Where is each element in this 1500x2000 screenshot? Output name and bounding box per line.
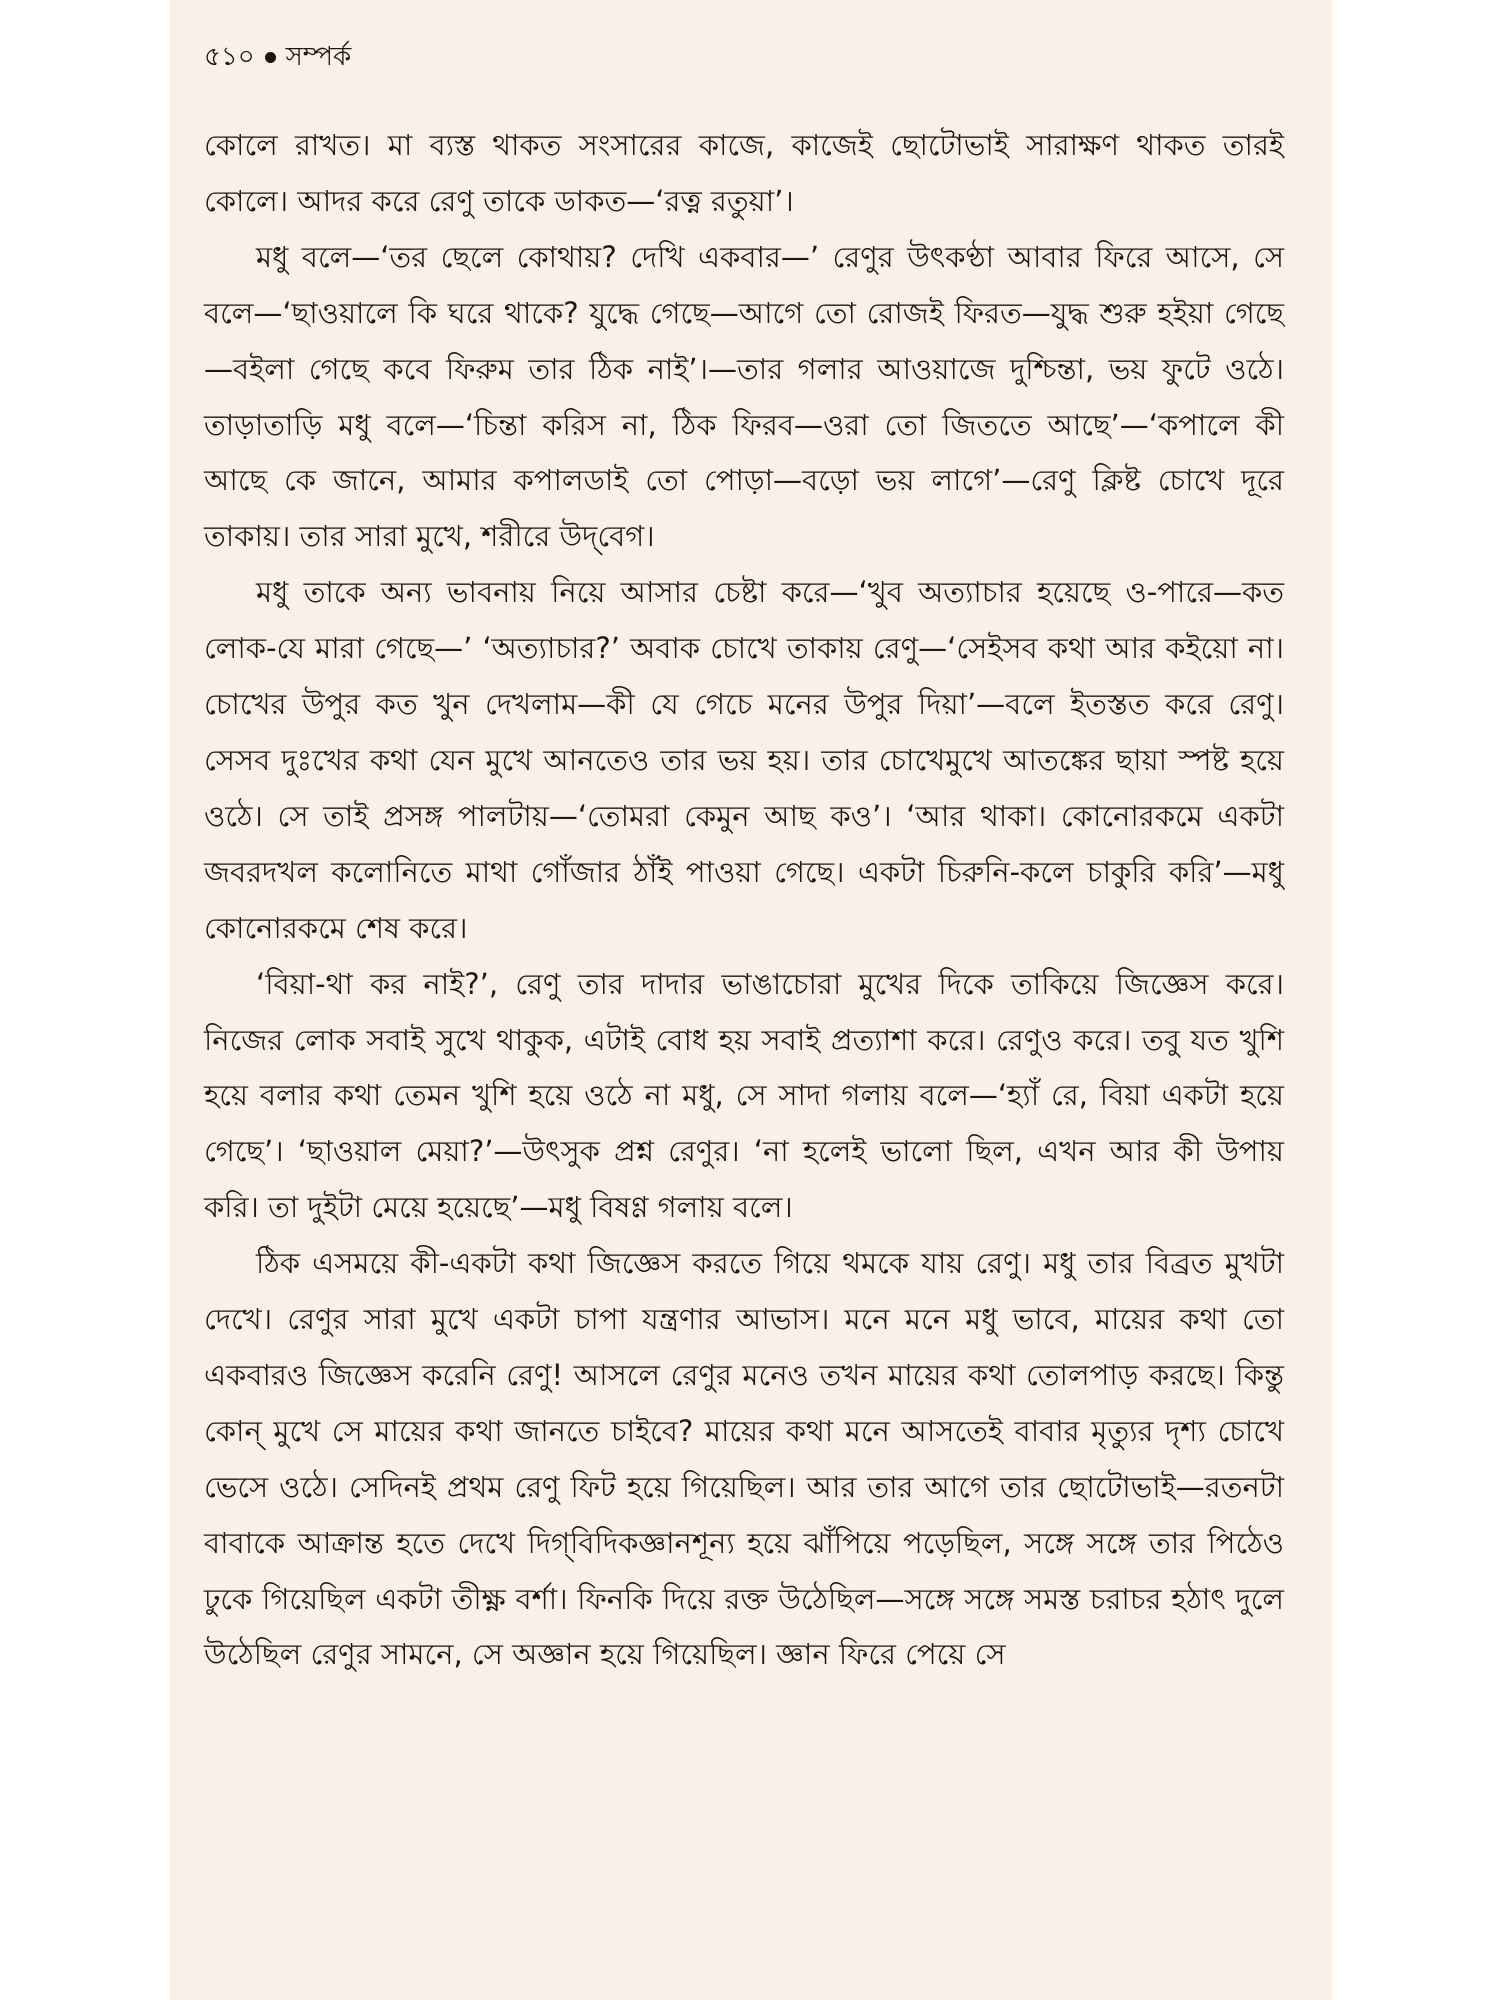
page-number: ৫১০ (204, 42, 255, 72)
book-title: সম্পর্ক (285, 42, 352, 72)
bullet-separator-icon (265, 52, 276, 63)
book-page (170, 0, 1332, 2000)
paragraph-5: ঠিক এসময়ে কী-একটা কথা জিজ্ঞেস করতে গিয়ে থমকে যায় রেণু। মধু তার বিব্রত মুখটা দেখে। রেণুর সারা মুখে একটা চাপা যন্ত্রণার আভাস। মনে মনে মধু ভাবে, মায়ের কথা তো একবারও জিজ্ঞেস করেনি রেণু! আসলে রেণুর মনেও তখন মায়ের কথা তোলপাড় করছে। কিন্তু কোন্ মুখে সে মায়ের কথা জানতে চাইবে? মায়ের কথা মনে আসতেই বাবার মৃত্যুর দৃশ্য চোখে ভেসে ওঠে। সেদিনই প্রথম রেণু ফিট হয়ে গিয়েছিল। আর তার আগে তার ছোটোভাই—রতনটা বাবাকে আক্রান্ত হতে দেখে দিগ্‌বিদিকজ্ঞানশূন্য হয়ে ঝাঁপিয়ে পড়েছিল, সঙ্গে সঙ্গে তার পিঠেও ঢুকে গিয়েছিল একটা তীক্ষ্ণ বর্শা। ফিনকি দিয়ে রক্ত উঠেছিল—সঙ্গে সঙ্গে সমস্ত চরাচর হঠাৎ দুলে উঠেছিল রেণুর সামনে, সে অজ্ঞান হয়ে গিয়েছিল। জ্ঞান ফিরে পেয়ে সে (204, 1246, 1284, 1672)
paragraph-1: কোলে রাখত। মা ব্যস্ত থাকত সংসারের কাজে, কাজেই ছোটোভাই সারাক্ষণ থাকত তারই কোলে। আদর করে রেণু তাকে ডাকত—‘রত্ন রতুয়া’। (204, 128, 1284, 218)
body-text (204, 118, 1284, 1683)
paragraph-2: মধু বলে—‘তর ছেলে কোথায়? দেখি একবার—’ রেণুর উৎকণ্ঠা আবার ফিরে আসে, সে বলে—‘ছাওয়ালে কি ঘরে থাকে? যুদ্ধে গেছে—আগে তো রোজই ফিরত—যুদ্ধ শুরু হইয়া গেছে—বইলা গেছে কবে ফিরুম তার ঠিক নাই’।—তার গলার আওয়াজে দুশ্চিন্তা, ভয় ফুটে ওঠে। তাড়াতাড়ি মধু বলে—‘চিন্তা করিস না, ঠিক ফিরব—ওরা তো জিততে আছে’—‘কপালে কী আছে কে জানে, আমার কপালডাই তো পোড়া—বড়ো ভয় লাগে’—রেণু ক্লিষ্ট চোখে দূরে তাকায়। তার সারা মুখে, শরীরে উদ্‌বেগ। (204, 239, 1284, 554)
running-head (204, 36, 351, 80)
paragraph-3: মধু তাকে অন্য ভাবনায় নিয়ে আসার চেষ্টা করে—‘খুব অত্যাচার হয়েছে ও-পারে—কত লোক-যে মারা গেছে—’ ‘অত্যাচার?’ অবাক চোখে তাকায় রেণু—‘সেইসব কথা আর কইয়ো না। চোখের উপুর কত খুন দেখলাম—কী যে গেচে মনের উপুর দিয়া’—বলে ইতস্তত করে রেণু। সেসব দুঃখের কথা যেন মুখে আনতেও তার ভয় হয়। তার চোখেমুখে আতঙ্কের ছায়া স্পষ্ট হয়ে ওঠে। সে তাই প্রসঙ্গ পালটায়—‘তোমরা কেমুন আছ কও’। ‘আর থাকা। কোনোরকমে একটা জবরদখল কলোনিতে মাথা গোঁজার ঠাঁই পাওয়া গেছে। একটা চিরুনি-কলে চাকুরি করি’—মধু কোনোরকমে শেষ করে। (204, 575, 1284, 945)
paragraph-4: ‘বিয়া-থা কর নাই?’, রেণু তার দাদার ভাঙাচোরা মুখের দিকে তাকিয়ে জিজ্ঞেস করে। নিজের লোক সবাই সুখে থাকুক, এটাই বোধ হয় সবাই প্রত্যাশা করে। রেণুও করে। তবু যত খুশি হয়ে বলার কথা তেমন খুশি হয়ে ওঠে না মধু, সে সাদা গলায় বলে—‘হ্যাঁ রে, বিয়া একটা হয়ে গেছে’। ‘ছাওয়াল মেয়া?’—উৎসুক প্রশ্ন রেণুর। ‘না হলেই ভালো ছিল, এখন আর কী উপায় করি। তা দুইটা মেয়ে হয়েছে’—মধু বিষণ্ণ গলায় বলে। (204, 966, 1284, 1225)
